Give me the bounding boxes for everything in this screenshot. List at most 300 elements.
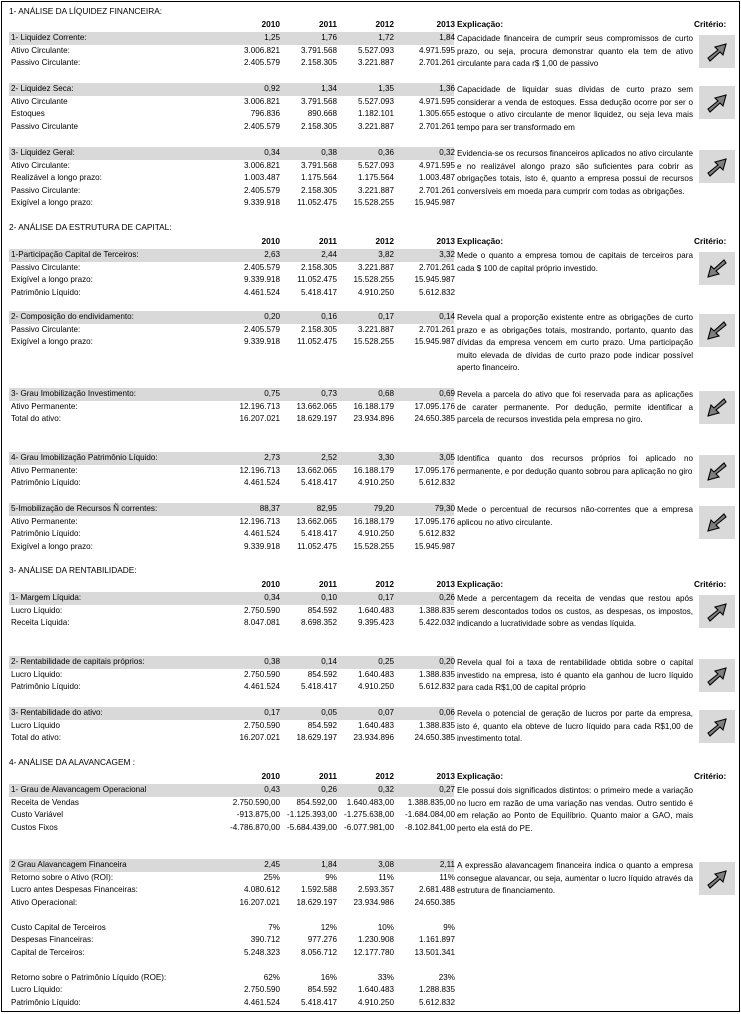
row-value: 16.207.021 — [239, 414, 280, 423]
row-label: 3- Rentabilidade do ativo: — [11, 708, 103, 717]
row-label: 1- Margem Líquida: — [11, 593, 82, 602]
row-value: 2,52 — [321, 453, 337, 462]
value-row — [9, 401, 454, 414]
explanation-text: Ele possui dois significados distintos: o primeiro mede a variação no lucro em razão de uma variação nas vendas. Outro sentido é em relação ao Ponto de Equilíbrio. Quanto maior a GAO, mais perto ela está do PE. — [457, 786, 693, 833]
value-row — [9, 528, 454, 541]
row-value: 23.934.986 — [353, 897, 394, 907]
row-value: 2.405.579 — [243, 324, 280, 334]
row-value: 0,36 — [378, 148, 394, 157]
row-value: 1,34 — [321, 84, 337, 93]
row-value: 18.629.197 — [296, 414, 337, 423]
arrow-down-left-icon — [705, 512, 729, 534]
row-value: 1,84 — [439, 33, 455, 42]
row-value: 3.221.887 — [357, 121, 394, 131]
year-header — [2, 19, 741, 30]
row-value: 15.528.255 — [353, 337, 394, 346]
value-row — [9, 185, 454, 198]
row-value: 2.750.590 — [243, 720, 280, 730]
indicator-block — [9, 83, 454, 133]
row-label: Ativo Circulante — [11, 96, 68, 106]
row-value: 62% — [263, 972, 280, 982]
year-label: 2011 — [319, 579, 337, 589]
row-value: 4.461.524 — [243, 478, 280, 487]
row-label: 1- Grau de Alavancagem Operacional — [11, 785, 147, 794]
row-value: 9.339.918 — [243, 198, 280, 207]
row-value: 5.612.832 — [418, 682, 455, 691]
value-row — [9, 336, 454, 349]
row-value: 25% — [263, 872, 280, 882]
row-label: Estoques — [11, 109, 45, 118]
row-value: 854.592 — [307, 669, 337, 679]
value-row — [9, 413, 454, 426]
value-row — [9, 605, 454, 618]
year-label: 2010 — [261, 579, 280, 589]
row-value: 0,34 — [264, 148, 280, 157]
indicator-block — [9, 147, 454, 210]
value-row — [9, 108, 454, 121]
row-value: 2.681.488 — [418, 885, 455, 894]
row-value: 1.388.835 — [418, 720, 455, 730]
row-value: 3,32 — [439, 250, 455, 259]
value-row — [9, 720, 454, 733]
explicacao-header: Explicação: — [457, 579, 504, 589]
row-value: 1.640.483 — [357, 605, 394, 615]
arrow-down-left-icon — [705, 461, 729, 483]
row-label: Lucro Líquido: — [11, 605, 63, 615]
indicator-block — [9, 388, 454, 426]
criterion-box — [699, 595, 735, 628]
year-label: 2010 — [261, 19, 280, 29]
row-value: 5.612.832 — [418, 997, 455, 1007]
criterion-box — [699, 150, 735, 183]
row-value: 11.052.475 — [297, 198, 337, 207]
row-value: 0,43 — [264, 785, 280, 794]
row-value: 3.221.887 — [357, 324, 394, 334]
value-row — [9, 57, 454, 70]
value-row — [9, 274, 454, 287]
row-value: 1.640.483 — [357, 985, 394, 994]
row-label: Passivo Circulante: — [11, 185, 81, 195]
row-value: 3,05 — [439, 453, 455, 462]
arrow-down-left-icon — [705, 258, 729, 280]
row-value: 3.221.887 — [357, 58, 394, 67]
value-row — [9, 669, 454, 682]
row-value: 12.196.713 — [239, 516, 280, 526]
arrow-down-left-icon — [705, 320, 729, 342]
row-value: 3.221.887 — [357, 185, 394, 195]
row-value: 0,17 — [264, 708, 280, 717]
value-row — [9, 732, 454, 745]
explanation-text: Evidencia-se os recursos financeiros aplicados no ativo circulante e no realizável alongo prazo são suficientes para cobrir as obrigações totais, isto é, quanto a empresa possui de recursos conversíveis em moeda para cumprir com todas as obrigações. — [457, 149, 693, 196]
row-value: 5.418.417 — [300, 529, 337, 538]
row-value: 2.701.261 — [418, 185, 455, 195]
year-header — [2, 236, 741, 247]
row-label: Ativo Operacional: — [11, 897, 78, 907]
row-value: 13.662.065 — [296, 516, 337, 526]
criterio-header: Critério: — [694, 579, 727, 589]
row-value: 15.945.987 — [414, 275, 455, 284]
value-row — [9, 172, 454, 185]
row-value: 854.592,00 — [296, 797, 337, 807]
row-label: 3- Liquidez Geral: — [11, 148, 75, 157]
value-row — [9, 909, 454, 922]
row-label: 2- Rentabilidade de capitais próprios: — [11, 657, 145, 666]
row-value: 2,44 — [321, 250, 337, 259]
row-value: 4.461.524 — [243, 682, 280, 691]
criterio-header: Critério: — [694, 771, 727, 781]
row-value: -8.102.841,00 — [405, 822, 455, 832]
row-label: Custo Capital de Terceiros — [11, 922, 106, 932]
row-value: 5.418.417 — [300, 478, 337, 487]
row-value: 0,26 — [321, 785, 337, 794]
row-value: 1.640.483,00 — [346, 797, 394, 807]
row-value: 16.207.021 — [239, 733, 280, 742]
explanation-text: Mede o quanto a empresa tomou de capitais de terceiros para cada $ 100 de capital próprio investido. — [457, 251, 693, 273]
criterion-box — [699, 391, 735, 424]
year-label: 2012 — [375, 19, 394, 29]
criterion-box — [699, 252, 735, 285]
year-label: 2012 — [375, 579, 394, 589]
row-value: 1.003.487 — [418, 173, 455, 182]
section-title: 2- ANÁLISE DA ESTRUTURA DE CAPITAL: — [9, 222, 172, 232]
row-value: 7% — [268, 922, 280, 932]
row-value: 9% — [325, 872, 337, 882]
row-label: Custos Fixos — [11, 822, 58, 832]
year-label: 2013 — [436, 236, 455, 246]
criterion-box — [699, 659, 735, 692]
criterion-box — [699, 86, 735, 119]
row-value: 1,36 — [439, 84, 455, 93]
row-value: 15.528.255 — [353, 541, 394, 551]
row-value: 4.971.595 — [418, 45, 455, 55]
row-value: 1,25 — [264, 33, 280, 42]
value-row — [9, 465, 454, 478]
row-value: -1.275.638,00 — [344, 810, 394, 819]
explicacao-header: Explicação: — [457, 771, 504, 781]
row-label: Patrimônio Líquido: — [11, 529, 81, 538]
indicator-row — [9, 388, 454, 401]
row-value: 0,32 — [439, 148, 455, 157]
row-value: 0,25 — [378, 657, 394, 666]
row-value: 4.910.250 — [357, 682, 394, 691]
row-value: 0,10 — [321, 593, 337, 602]
row-value: 8.056.712 — [300, 947, 337, 957]
row-value: 11.052.475 — [297, 541, 337, 551]
indicator-block — [9, 452, 454, 490]
indicator-block — [9, 311, 454, 349]
row-value: 17.095.176 — [414, 465, 455, 475]
row-value: 2.750.590 — [243, 985, 280, 994]
row-value: 3.791.568 — [300, 96, 337, 106]
value-row — [9, 897, 454, 910]
row-label: 2- Composição do endividamento: — [11, 312, 134, 321]
row-value: 16% — [320, 972, 337, 982]
value-row — [9, 681, 454, 694]
value-row — [9, 287, 454, 300]
year-label: 2012 — [375, 236, 394, 246]
row-label: Patrimônio Líquido: — [11, 287, 81, 297]
value-row — [9, 541, 454, 554]
value-row — [9, 972, 454, 985]
row-value: 8.047.081 — [243, 618, 280, 627]
indicator-row — [9, 784, 454, 797]
row-value: 88,37 — [259, 504, 280, 513]
row-label: Lucro Líquido: — [11, 669, 63, 679]
row-value: 2.158.305 — [300, 324, 337, 334]
row-value: 3,08 — [378, 860, 394, 869]
value-row — [9, 934, 454, 947]
row-label: Patrimônio Líquido: — [11, 478, 81, 487]
row-value: 33% — [377, 972, 394, 982]
row-value: 1.230.908 — [357, 935, 394, 944]
row-label: Total do ativo: — [11, 414, 61, 423]
row-value: 1.175.564 — [300, 173, 337, 182]
row-value: 2.750.590,00 — [232, 797, 280, 807]
row-value: 0,27 — [439, 785, 455, 794]
row-label: 1- Liquidez Corrente: — [11, 33, 87, 42]
row-label: 3- Grau Imobilização Investimento: — [11, 389, 137, 398]
row-value: -1.684.084,00 — [405, 810, 455, 819]
row-value: 9.339.918 — [243, 337, 280, 346]
year-label: 2010 — [261, 236, 280, 246]
row-value: 4.461.524 — [243, 529, 280, 538]
value-row — [9, 947, 454, 960]
row-value: 13.662.065 — [296, 465, 337, 475]
row-value: 5.612.832 — [418, 529, 455, 538]
row-label: Lucro Líquido — [11, 720, 61, 730]
row-value: 3.006.821 — [243, 160, 280, 170]
row-value: 82,95 — [316, 504, 337, 513]
row-value: 1,35 — [378, 84, 394, 93]
value-row — [9, 516, 454, 529]
value-row — [9, 197, 454, 210]
indicator-block — [9, 656, 454, 694]
row-value: 0,14 — [321, 657, 337, 666]
row-value: 0,68 — [378, 389, 394, 398]
arrow-up-right-icon — [705, 601, 729, 623]
row-value: 3,30 — [378, 453, 394, 462]
indicator-row — [9, 249, 454, 262]
row-value: 854.592 — [307, 720, 337, 730]
value-row — [9, 324, 454, 337]
row-label: Passivo Circulante — [11, 121, 79, 131]
arrow-up-right-icon — [705, 868, 729, 890]
row-value: 2,45 — [264, 860, 280, 869]
row-value: 11.052.475 — [297, 337, 337, 346]
row-value: 0,06 — [439, 708, 455, 717]
row-value: 9.339.918 — [243, 275, 280, 284]
indicator-row — [9, 83, 454, 96]
criterio-header: Critério: — [694, 19, 727, 29]
row-label: Passivo Circulante: — [11, 58, 81, 67]
row-value: 5.422.032 — [418, 618, 455, 627]
row-label: Exigível a longo prazo: — [11, 275, 93, 284]
row-value: 0,69 — [439, 389, 455, 398]
row-value: 9.339.918 — [243, 541, 280, 551]
row-value: 9% — [443, 922, 455, 932]
value-row — [9, 160, 454, 173]
row-value: 12.177.780 — [353, 947, 394, 957]
arrow-down-left-icon — [705, 397, 729, 419]
row-value: 2.405.579 — [243, 121, 280, 131]
row-value: 0,05 — [321, 708, 337, 717]
row-value: 4.910.250 — [357, 997, 394, 1007]
row-label: Passivo Circulante: — [11, 262, 81, 272]
row-value: 5.527.093 — [357, 96, 394, 106]
value-row — [9, 872, 454, 885]
row-label: Ativo Circulante: — [11, 160, 70, 170]
row-value: 0,92 — [264, 84, 280, 93]
row-value: 15.528.255 — [353, 275, 394, 284]
row-value: 977.276 — [307, 935, 337, 944]
indicator-block — [9, 503, 454, 553]
row-value: 890.668 — [307, 109, 337, 118]
arrow-up-right-icon — [705, 156, 729, 178]
row-value: 2.701.261 — [418, 121, 455, 131]
row-label: Custo Variável — [11, 810, 64, 819]
section-title: 4- ANÁLISE DA ALAVANCAGEM : — [9, 757, 136, 767]
explanation-text: Mede a percentagem da receita de vendas que restou após serem descontados todos os custos, as despesas, os impostos, indicando a lucratividade sobre as vendas líquida. — [457, 594, 693, 628]
indicator-block — [9, 707, 454, 745]
value-row — [9, 922, 454, 935]
row-value: 5.248.323 — [243, 947, 280, 957]
row-value: -6.077.981,00 — [344, 822, 394, 832]
explanation-text: Capacidade de liquidar suas dívidas de curto prazo sem considerar a venda de estoques. Essa dedução ocorre por ser o estoque o ativo circulante de menor liquidez, ou seja leva mais tempo para ser transformado em — [457, 85, 693, 132]
row-value: 79,20 — [373, 504, 394, 513]
row-value: 796.836 — [250, 109, 280, 118]
section-title: 1- ANÁLISE DA LÍQUIDEZ FINANCEIRA: — [9, 6, 163, 16]
row-value: 0,34 — [264, 593, 280, 602]
row-value: 11% — [439, 872, 455, 882]
row-value: -4.786.870,00 — [230, 822, 280, 832]
arrow-up-right-icon — [705, 665, 729, 687]
row-value: 4.910.250 — [357, 287, 394, 297]
row-value: 4.910.250 — [357, 529, 394, 538]
row-value: 12.196.713 — [239, 401, 280, 411]
year-label: 2012 — [375, 771, 394, 781]
row-label: Realizável a longo prazo: — [11, 173, 102, 182]
row-value: 1.640.483 — [357, 720, 394, 730]
indicator-block — [9, 859, 454, 1009]
row-value: 3,82 — [378, 250, 394, 259]
row-value: 0,17 — [378, 312, 394, 321]
row-value: -1.125.393,00 — [287, 810, 337, 819]
row-label: Lucro antes Despesas Financeiras: — [11, 885, 138, 894]
row-label: 5-Imobilização de Recursos Ñ correntes: — [11, 504, 158, 513]
row-value: 2,11 — [439, 860, 455, 869]
row-value: 0,73 — [321, 389, 337, 398]
row-label: Lucro Líquido: — [11, 985, 63, 994]
row-label: Patrimônio Líquido: — [11, 997, 81, 1007]
value-row — [9, 822, 454, 835]
value-row — [9, 997, 454, 1010]
row-value: 0,26 — [439, 593, 455, 602]
row-value: 1.388.835,00 — [407, 797, 455, 807]
row-value: 1.388.835 — [418, 669, 455, 679]
row-value: 3.221.887 — [357, 262, 394, 272]
row-label: Retorno sobre o Ativo (ROI): — [11, 872, 114, 882]
indicator-block — [9, 592, 454, 630]
row-value: 5.612.832 — [418, 287, 455, 297]
row-value: 24.650.385 — [414, 414, 455, 423]
row-label: Receita Líquida: — [11, 618, 70, 627]
row-label: Ativo Permanente: — [11, 516, 78, 526]
row-value: 24.650.385 — [414, 897, 455, 907]
row-value: 2.701.261 — [418, 324, 455, 334]
row-value: 15.945.987 — [414, 198, 455, 207]
row-value: 16.188.179 — [353, 465, 394, 475]
criterion-box — [699, 35, 735, 68]
indicator-row — [9, 32, 454, 45]
row-label: 1-Participação Capital de Terceiros: — [11, 250, 139, 259]
year-label: 2013 — [436, 579, 455, 589]
row-value: 23.934.896 — [353, 733, 394, 742]
row-value: 0,75 — [264, 389, 280, 398]
indicator-block — [9, 32, 454, 70]
row-value: 23.934.896 — [353, 414, 394, 423]
row-value: 12% — [320, 922, 337, 932]
row-value: 1,72 — [378, 33, 394, 42]
value-row — [9, 809, 454, 822]
explanation-text: Revela o potencial de geração de lucros por parte da empresa, isto é, quanto ela obteve de lucro líquido para cada R$1,00 de investimento total. — [457, 709, 693, 743]
value-row — [9, 797, 454, 810]
row-value: 79,30 — [434, 504, 455, 513]
row-value: 3.791.568 — [300, 45, 337, 55]
row-value: 3.006.821 — [243, 45, 280, 55]
row-value: 4.080.612 — [243, 885, 280, 894]
row-value: 2.593.357 — [357, 885, 394, 894]
row-label: Despesas Financeiras: — [11, 935, 94, 944]
row-value: 0,17 — [378, 593, 394, 602]
indicator-block — [9, 249, 454, 299]
row-value: 5.612.832 — [418, 478, 455, 487]
row-value: 13.662.065 — [296, 401, 337, 411]
row-value: 12.196.713 — [239, 465, 280, 475]
row-value: -5.684.439,00 — [287, 822, 337, 832]
section-title: 3- ANÁLISE DA RENTABILIDADE: — [9, 565, 137, 575]
row-label: Exigível a longo prazo: — [11, 198, 93, 207]
financial-analysis-sheet — [1, 1, 740, 1012]
row-value: 5.527.093 — [357, 45, 394, 55]
row-value: 9.395.423 — [357, 618, 394, 627]
row-value: 1.003.487 — [243, 173, 280, 182]
value-row — [9, 96, 454, 109]
row-value: 10% — [377, 922, 394, 932]
row-label: 2 Grau Alavancagem Financeira — [11, 860, 127, 869]
row-value: 1,76 — [321, 33, 337, 42]
explanation-text: Revela qual foi a taxa de rentabilidade obtida sobre o capital investido na empresa, isto é quanto ela ganhou de lucro líquido para cada R$1,00 de capital próprio — [457, 658, 693, 692]
row-value: 0,38 — [321, 148, 337, 157]
row-value: 18.629.197 — [296, 733, 337, 742]
row-label: Exigível a longo prazo: — [11, 541, 93, 551]
row-label: Capital de Terceiros: — [11, 947, 85, 957]
year-label: 2010 — [261, 771, 280, 781]
row-value: 2.405.579 — [243, 262, 280, 272]
explanation-text: Mede o percentual de recursos não-correntes que a empresa aplicou no ativo circulante. — [457, 505, 693, 527]
row-value: 2.405.579 — [243, 185, 280, 195]
indicator-row — [9, 707, 454, 720]
row-value: 1.640.483 — [357, 669, 394, 679]
row-label: 4- Grau Imobilização Patrimônio Líquido: — [11, 453, 158, 462]
row-value: 1.388.835 — [418, 605, 455, 615]
row-label: Ativo Permanente: — [11, 465, 78, 475]
row-label: Ativo Circulante: — [11, 45, 70, 55]
row-value: 3.006.821 — [243, 96, 280, 106]
year-label: 2011 — [319, 771, 337, 781]
row-label: Receita de Vendas — [11, 797, 79, 807]
explicacao-header: Explicação: — [457, 236, 504, 246]
indicator-row — [9, 452, 454, 465]
